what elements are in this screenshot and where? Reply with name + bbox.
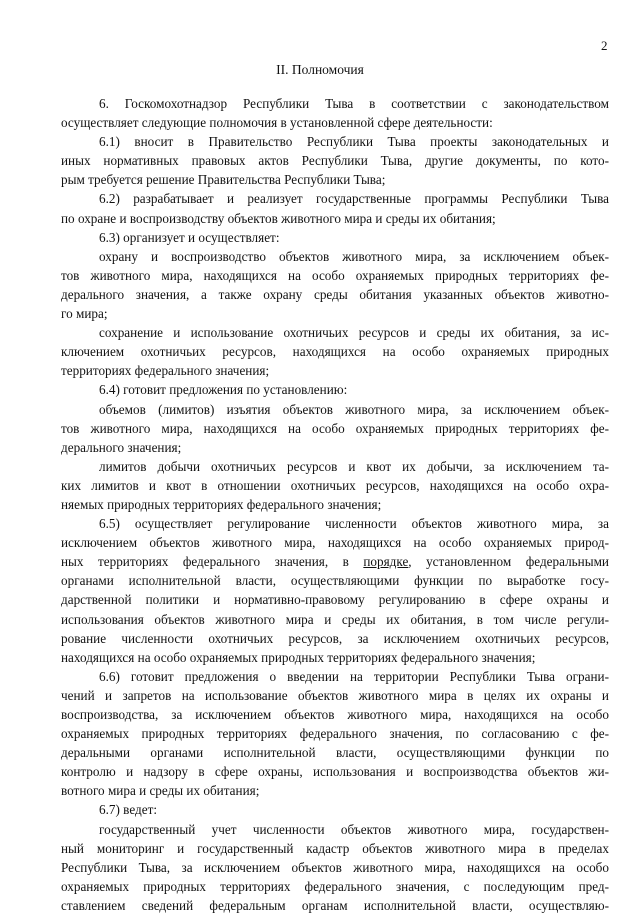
text-line: ставлением сведений федеральным органам исполнительной власти, осуществляю-	[61, 897, 609, 913]
text-line: 6.1) вносит в Правительство Республики Тыва проекты законодательных и	[99, 134, 609, 150]
text-line: дарственной политики и нормативно-правовому регулированию в сфере охраны и	[61, 592, 609, 608]
text-line: объемов (лимитов) изъятия объектов животного мира, за исключением объек-	[99, 401, 609, 417]
text-line: 6.3) организует и осуществляет:	[99, 229, 280, 245]
text-line: деральными органами исполнительной власти, осуществляющими функции по	[61, 745, 609, 761]
text-line: ключением охотничьих ресурсов, находящихся на особо охраняемых природных	[61, 344, 609, 360]
text-line: лимитов добычи охотничьих ресурсов и квот их добычи, за исключением та-	[99, 458, 609, 474]
text-line: территориях федерального значения;	[61, 363, 270, 379]
text-line: чений и запретов на использование объектов животного мира в целях их охраны и	[61, 687, 609, 703]
text-line: воспроизводства, за исключением объектов животного мира, находящихся на особо	[61, 707, 609, 722]
page-number: 2	[601, 38, 608, 53]
text-line: 6.6) готовит предложения о введении на территории Республики Тыва ограни-	[99, 668, 609, 684]
text-line: охрану и воспроизводство объектов животного мира, за исключением объек-	[99, 248, 609, 264]
text-line	[61, 552, 609, 571]
body-text	[61, 94, 609, 915]
text-fragment: ных территориях федерального значения, в	[61, 554, 364, 570]
text-line: охраняемых природных территориях федерального значения, по согласованию с фе-	[61, 726, 609, 742]
text-line: тов животного мира, находящихся на особо охраняемых природных территориях фе-	[61, 267, 609, 283]
text-line: дерального значения, а также охрану среды обитания указанных объектов животно-	[61, 286, 609, 302]
text-line: охраняемых природных территориях федерального значения, с последующим пред-	[61, 878, 609, 894]
text-line: по охране и воспроизводству объектов животного мира и среды их обитания;	[61, 210, 496, 226]
text-line: дерального значения;	[61, 439, 182, 455]
text-line: 6. Госкомохотнадзор Республики Тыва в соответствии с законодательством	[99, 96, 609, 111]
text-line: рым требуется решение Правительства Республики Тыва;	[61, 172, 386, 188]
text-line: исключением объектов животного мира, находящихся на особо охраняемых природ-	[61, 535, 609, 551]
section-title: II. Полномочия	[276, 62, 364, 77]
text-fragment: , установленном федеральными	[408, 554, 609, 570]
text-line: рование численности охотничьих ресурсов, за исключением охотничьих ресурсов,	[61, 630, 609, 646]
text-line: использования объектов животного мира и среды их обитания, в том числе регули-	[61, 611, 609, 627]
text-line: контролю и надзору в сфере охраны, использования и воспроизводства объектов жи-	[61, 764, 609, 780]
text-line: иных нормативных правовых актов Республики Тыва, другие документы, по кото-	[61, 153, 609, 169]
text-line: 6.4) готовит предложения по установлению:	[99, 382, 348, 398]
text-line: го мира;	[61, 306, 108, 322]
text-line: ких лимитов и квот в отношении охотничьих ресурсов, находящихся на особо охра-	[61, 477, 609, 493]
text-line: осуществляет следующие полномочия в установленной сфере деятельности:	[61, 115, 493, 131]
text-line: 6.5) осуществляет регулирование численности объектов животного мира, за	[99, 516, 609, 532]
text-line: 6.2) разрабатывает и реализует государственные программы Республики Тыва	[99, 191, 609, 207]
text-line: няемых природных территориях федерального значения;	[61, 496, 382, 512]
text-line: вотного мира и среды их обитания;	[61, 783, 260, 799]
order-link[interactable]: порядке	[363, 554, 409, 570]
text-line: ный мониторинг и государственный кадастр объектов животного мира в пределах	[61, 840, 609, 856]
text-line: находящихся на особо охраняемых природных территориях федерального значения;	[61, 649, 536, 665]
text-line: Республики Тыва, за исключением объектов животного мира, находящихся на особо	[61, 859, 609, 875]
text-line: органами исполнительной власти, осуществляющими функции по выработке госу-	[61, 573, 609, 589]
text-line: тов животного мира, находящихся на особо охраняемых природных территориях фе-	[61, 420, 609, 436]
text-line: 6.7) ведет:	[99, 802, 157, 818]
text-line: сохранение и использование охотничьих ресурсов и среды их обитания, за ис-	[99, 325, 609, 341]
text-line: государственный учет численности объектов животного мира, государствен-	[99, 821, 609, 837]
